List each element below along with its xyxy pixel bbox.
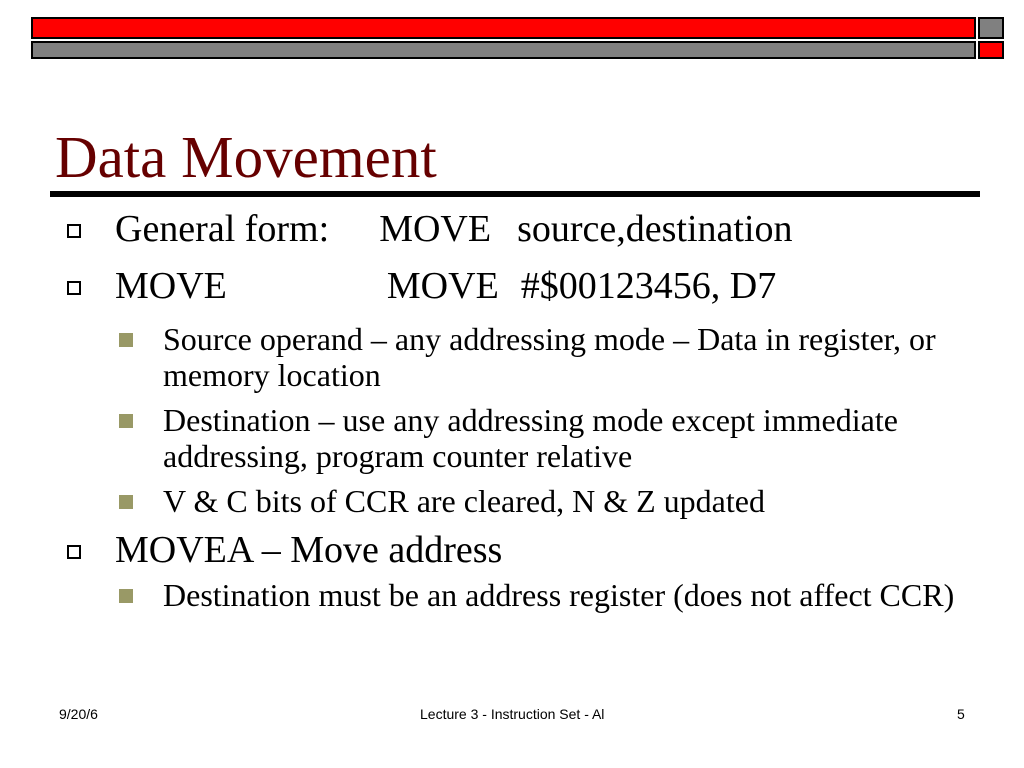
bullet-move xyxy=(0,264,1024,308)
move-label: MOVE xyxy=(115,265,227,307)
movea-text: MOVEA – Move address xyxy=(115,529,503,571)
header-red-square xyxy=(978,41,1004,59)
bullet-general-form xyxy=(0,207,1024,251)
slide-title: Data Movement xyxy=(55,124,437,190)
slide-body xyxy=(0,207,1024,622)
footer-page-number: 5 xyxy=(957,706,965,722)
sub-bullet-text: V & C bits of CCR are cleared, N & Z updated xyxy=(163,483,765,519)
general-form-operands: source,destination xyxy=(517,208,793,250)
hollow-square-bullet-icon xyxy=(67,545,81,559)
title-underline xyxy=(50,191,980,197)
header-red-bar xyxy=(31,17,976,39)
general-form-label: General form: xyxy=(115,208,330,250)
footer-date: 9/20/6 xyxy=(59,706,98,722)
sub-bullet-address-register xyxy=(0,577,1024,613)
header-gray-bar xyxy=(31,41,976,59)
general-form-instruction: MOVE xyxy=(379,208,492,250)
sub-bullet-text: Source operand – any addressing mode – Data in register, or memory location xyxy=(163,321,936,393)
sub-bullet-source-operand xyxy=(0,321,1024,393)
move-example-operands: #$00123456, D7 xyxy=(520,265,777,307)
sub-bullet-ccr-bits xyxy=(0,483,1024,519)
footer-title: Lecture 3 - Instruction Set - Al xyxy=(420,706,605,722)
filled-square-bullet-icon xyxy=(119,333,133,347)
hollow-square-bullet-icon xyxy=(67,281,81,295)
filled-square-bullet-icon xyxy=(119,589,133,603)
sub-bullet-destination xyxy=(0,402,1024,474)
filled-square-bullet-icon xyxy=(119,414,133,428)
sub-bullet-text: Destination – use any addressing mode except immediate addressing, program counter relative xyxy=(163,402,898,474)
hollow-square-bullet-icon xyxy=(67,224,81,238)
header-gray-square xyxy=(978,17,1004,39)
filled-square-bullet-icon xyxy=(119,495,133,509)
move-example-instruction: MOVE xyxy=(386,265,499,307)
bullet-movea xyxy=(0,528,1024,572)
sub-bullet-text: Destination must be an address register (does not affect CCR) xyxy=(163,577,955,613)
